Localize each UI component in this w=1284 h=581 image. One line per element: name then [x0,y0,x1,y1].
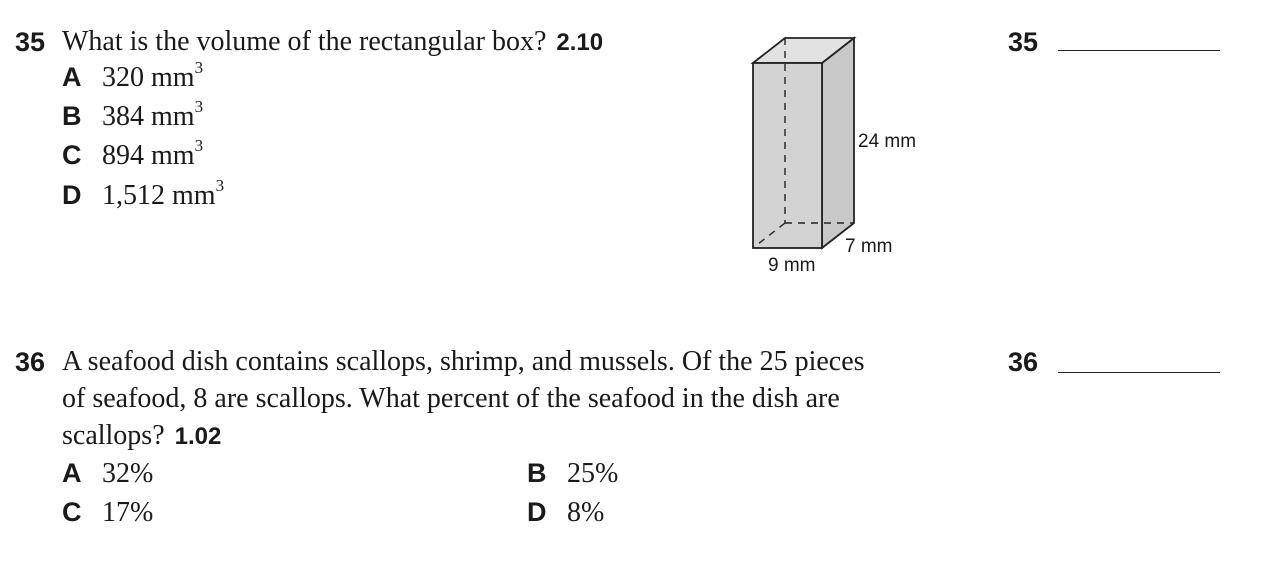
rectangular-box-figure [740,28,940,280]
question-35-option-b[interactable] [62,97,204,133]
question-36-number: 36 [15,347,46,377]
option-text: 320 $mm^3$ [102,58,204,93]
depth-label: 7 mm [845,236,893,257]
question-36-line-3: scallops? 1.02 [62,420,222,451]
question-36-line-2: of seafood, 8 are scallops. What percent of the seafood in the dish are [62,383,840,414]
question-35-stem [62,23,603,61]
question-35-option-d[interactable] [62,176,225,212]
option-text: 384 $mm^3$ [102,97,204,132]
answer-35-blank[interactable] [1058,50,1220,51]
question-35-number: 35 [15,27,46,57]
option-text: 17% [102,497,154,528]
box-side-face [822,38,854,248]
option-letter: A [62,458,82,488]
option-letter: D [62,180,82,210]
option-letter: C [62,140,82,170]
option-letter: C [62,497,82,527]
answer-36-blank[interactable] [1058,372,1220,373]
option-text: 8% [567,497,605,528]
question-36-option-a[interactable] [62,458,153,490]
answer-36-number: 36 [1008,347,1039,377]
question-36-line-1: A seafood dish contains scallops, shrimp, and mussels. Of the 25 pieces [62,346,865,377]
question-35-option-c[interactable] [62,136,204,172]
width-label: 9 mm [768,255,816,276]
option-text: 32% [102,458,154,489]
option-letter: B [527,458,547,488]
question-36-option-b[interactable] [527,458,618,490]
height-label: 24 mm [858,131,917,152]
option-text: 1,512 $mm^3$ [102,176,225,211]
question-35-option-a[interactable] [62,58,204,94]
answer-35-number: 35 [1008,27,1039,57]
box-front-face [753,63,822,248]
question-36-stem [62,343,865,455]
question-36-option-c[interactable] [62,497,153,529]
option-letter: D [527,497,547,527]
option-letter: A [62,62,82,92]
option-letter: B [62,101,82,131]
option-text: 894 $mm^3$ [102,136,204,171]
option-text: 25% [567,458,619,489]
question-36-code: 1.02 [174,423,222,450]
question-36-option-d[interactable] [527,497,604,529]
question-35-code: 2.10 [556,29,604,56]
question-35-text: What is the volume of the rectangular box? [62,26,547,57]
